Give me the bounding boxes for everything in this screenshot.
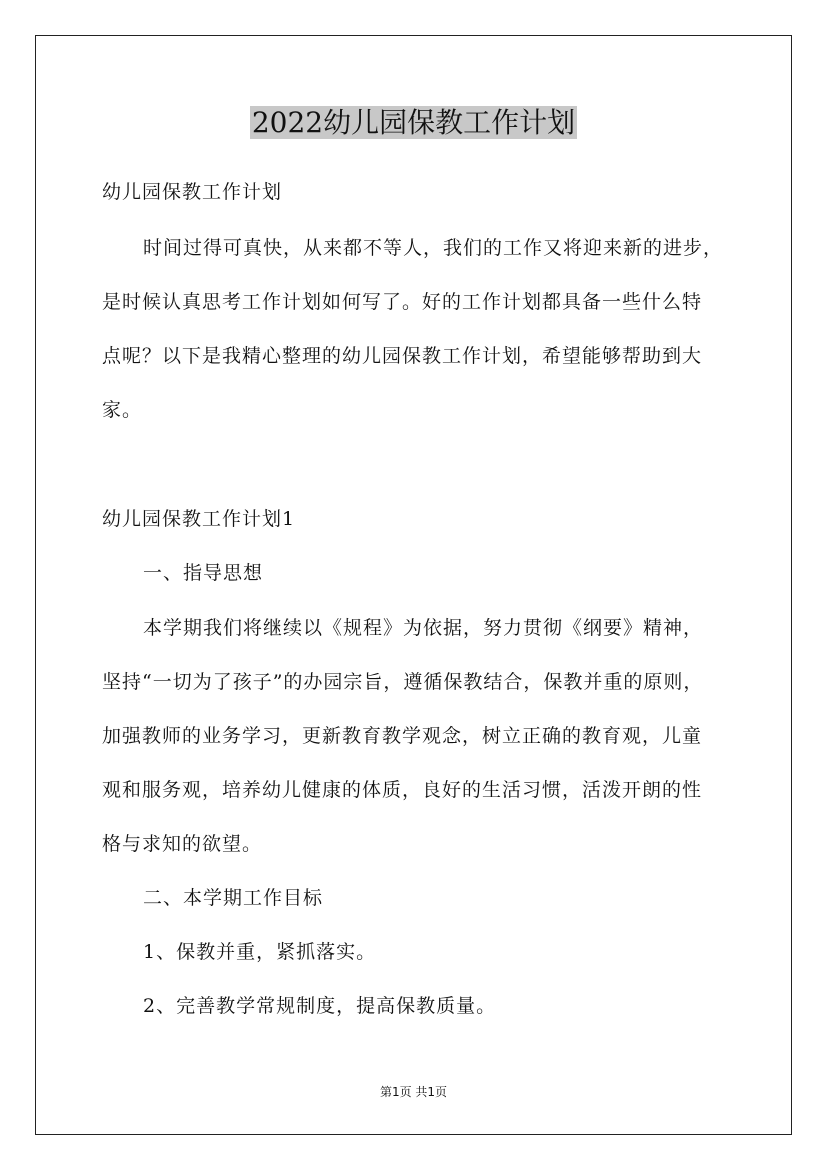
subsection-goals: 二、本学期工作目标 <box>143 887 324 909</box>
intro-line-3: 点呢？以下是我精心整理的幼儿园保教工作计划，希望能够帮助到大 <box>102 345 703 367</box>
document-heading: 幼儿园保教工作计划 <box>102 181 283 203</box>
section-title: 幼儿园保教工作计划1 <box>102 508 296 530</box>
body-line-4: 观和服务观，培养幼儿健康的体质，良好的生活习惯，活泼开朗的性 <box>102 779 703 801</box>
body-line-1: 本学期我们将继续以《规程》为依据，努力贯彻《纲要》精神， <box>143 617 704 639</box>
document-title-text: 2022幼儿园保教工作计划 <box>251 106 576 139</box>
body-line-3: 加强教师的业务学习，更新教育教学观念，树立正确的教育观，儿童 <box>102 725 703 747</box>
goal-item-1: 1、保教并重，紧抓落实。 <box>143 941 377 963</box>
intro-line-2: 是时候认真思考工作计划如何写了。好的工作计划都具备一些什么特 <box>102 291 703 313</box>
intro-line-1: 时间过得可真快，从来都不等人，我们的工作又将迎来新的进步， <box>143 237 724 259</box>
document-title <box>0 99 827 147</box>
body-line-5: 格与求知的欲望。 <box>102 833 263 855</box>
body-line-2: 坚持“一切为了孩子”的办园宗旨，遵循保教结合，保教并重的原则， <box>102 671 704 693</box>
intro-line-4: 家。 <box>102 399 143 421</box>
goal-item-2: 2、完善教学常规制度，提高保教质量。 <box>143 995 497 1017</box>
subsection-guiding-thought: 一、指导思想 <box>143 562 264 584</box>
page-number-footer: 第1页 共1页 <box>379 1085 448 1099</box>
